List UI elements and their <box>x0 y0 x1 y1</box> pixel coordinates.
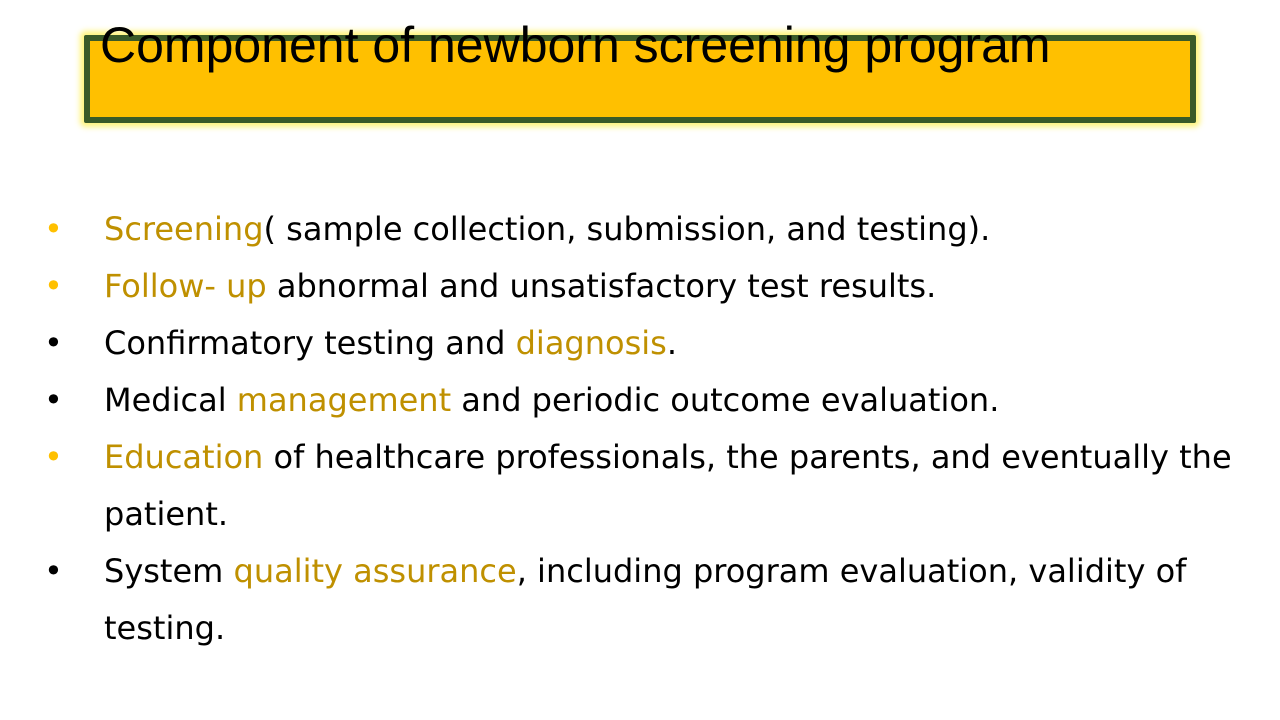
bullet-item-screening <box>0 201 1240 258</box>
bullet-highlight: management <box>236 381 452 419</box>
bullet-highlight: diagnosis <box>515 324 667 362</box>
bullet-dot-icon: • <box>44 438 63 476</box>
bullet-text: of healthcare professionals, the parents, and eventually the patient. <box>104 438 1232 533</box>
bullet-text-before: Medical <box>104 381 237 419</box>
bullet-dot-icon: • <box>44 324 63 362</box>
bullet-dot-icon: • <box>44 267 63 305</box>
bullet-highlight: Education <box>104 438 264 476</box>
bullet-dot-icon: • <box>44 210 63 248</box>
bullet-item-management <box>0 372 1240 429</box>
bullet-dot-icon: • <box>44 552 63 590</box>
bullet-item-diagnosis <box>0 315 1240 372</box>
bullet-list <box>0 201 1240 657</box>
bullet-text-after: and periodic outcome evaluation. <box>451 381 1000 419</box>
bullet-item-education <box>0 429 1240 543</box>
bullet-highlight: quality assurance <box>233 552 517 590</box>
bullet-text-before: System <box>104 552 234 590</box>
bullet-text: ( sample collection, submission, and testing). <box>263 210 991 248</box>
bullet-text-before: Confirmatory testing and <box>104 324 516 362</box>
bullet-item-follow-up <box>0 258 1240 315</box>
bullet-highlight: Follow- up <box>104 267 267 305</box>
bullet-dot-icon: • <box>44 381 63 419</box>
bullet-highlight: Screening <box>104 210 264 248</box>
slide-title: Component of newborn screening program <box>100 17 1051 73</box>
bullet-text-after: , including program evaluation, validity of testing. <box>104 552 1187 647</box>
bullet-item-quality-assurance <box>0 543 1240 657</box>
bullet-text: abnormal and unsatisfactory test results. <box>266 267 937 305</box>
bullet-text-after: . <box>666 324 677 362</box>
